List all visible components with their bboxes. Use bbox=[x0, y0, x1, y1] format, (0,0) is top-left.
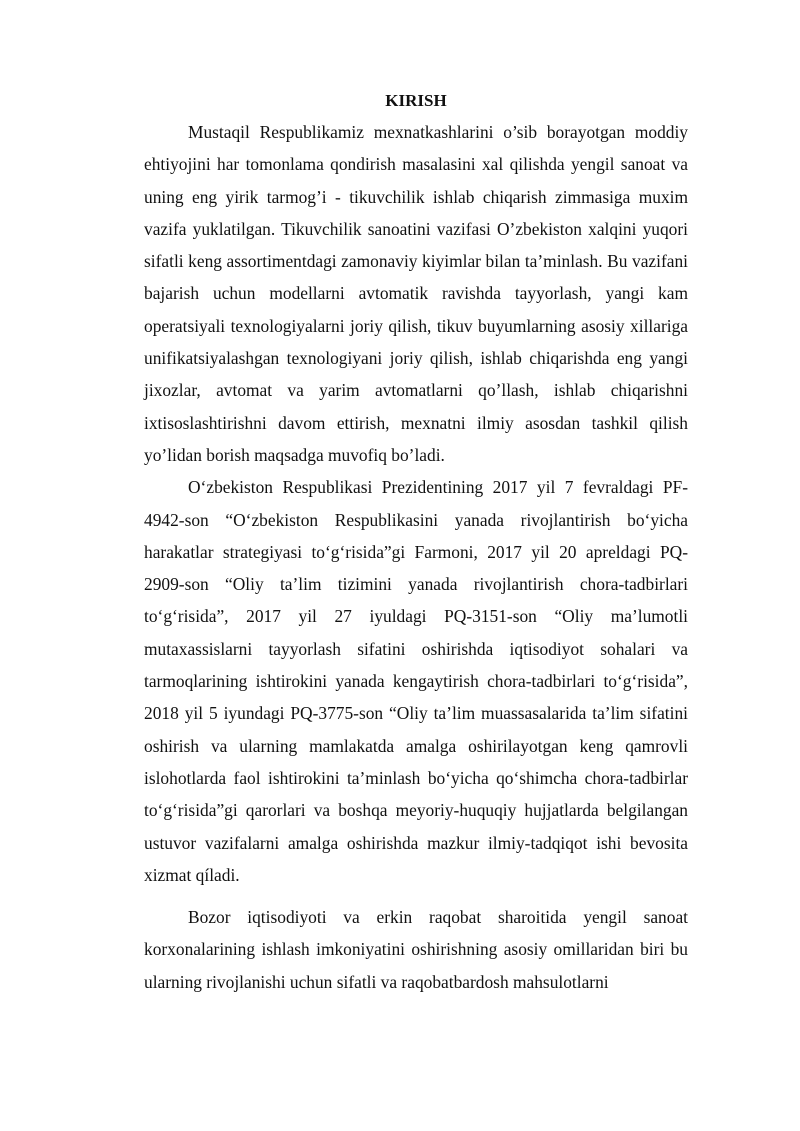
paragraph-intro: Mustaqil Respublikamiz mexnatkashlarini o’sib borayotgan moddiy ehtiyojini har tomonlama qondirish masalasini xal qilishda yengil sanoat va uning eng yirik tarmog’i - tikuvchilik ishlab chiqarish zimmasiga muxim vazifa yuklatilgan. Tikuvchilik sanoatini vazifasi O’zbekiston xalqini yuqori sifatli keng assortimentdagi zamonaviy kiyimlar bilan ta’minlash. Bu vazifani bajarish uchun modellarni avtomatik ravishda tayyorlash, yangi kam operatsiyali texnologiyalarni joriy qilish, tikuv buyumlarning asosiy xillariga unifikatsiyalashgan texnologiyani joriy qilish, ishlab chiqarishda eng yangi jixozlar, avtomat va yarim avtomatlarni qo’llash, ishlab chiqarishni ixtisoslashtirishni davom ettirish, mexnatni ilmiy asosdan tashkil qilish yo’lidan borish maqsadga muvofiq bo’ladi. bbox=[144, 122, 688, 465]
paragraph-decrees: O‘zbekiston Respublikasi Prezidentining 2017 yil 7 fevraldagi PF-4942-son “O‘zbekiston Respublikasini yanada rivojlantirish bo‘yicha harakatlar strategiyasi to‘g‘risida”gi Farmoni, 2017 yil 20 apreldagi PQ-2909-son “Oliy ta’lim tizimini yanada rivojlantirish chora-tadbirlari to‘g‘risida”, 2017 yil 27 iyuldagi PQ-3151-son “Oliy ma’lumotli mutaxassislarni tayyorlash sifatini oshirishda iqtisodiyot sohalari va tarmoqlarining ishtirokini yanada kengaytirish chora-tadbirlari to‘g‘risida”, 2018 yil 5 iyundagi PQ-3775-son “Oliy ta’lim muassasalarida ta’lim sifatini oshirish va ularning mamlakatda amalga oshirilayotgan keng qamrovli islohotlarda faol ishtirokini ta’minlash bo‘yicha qo‘shimcha chora-tadbirlar to‘g‘risida”gi qarorlari va boshqa meyoriy-huquqiy hujjatlarda belgilangan ustuvor vazifalarni amalga oshirishda mazkur ilmiy-tadqiqot ishi bevosita xizmat qíladi. bbox=[144, 477, 688, 885]
page-title: KIRISH bbox=[385, 91, 447, 110]
paragraph-market-economy: Bozor iqtisodiyoti va erkin raqobat sharoitida yengil sanoat korxonalarining ishlash imkoniyatini oshirishning asosiy omillaridan biri bu ularning rivojlanishi uchun sifatli va raqobatbardosh mahsulotlarni bbox=[144, 907, 688, 992]
document-page bbox=[144, 90, 688, 998]
